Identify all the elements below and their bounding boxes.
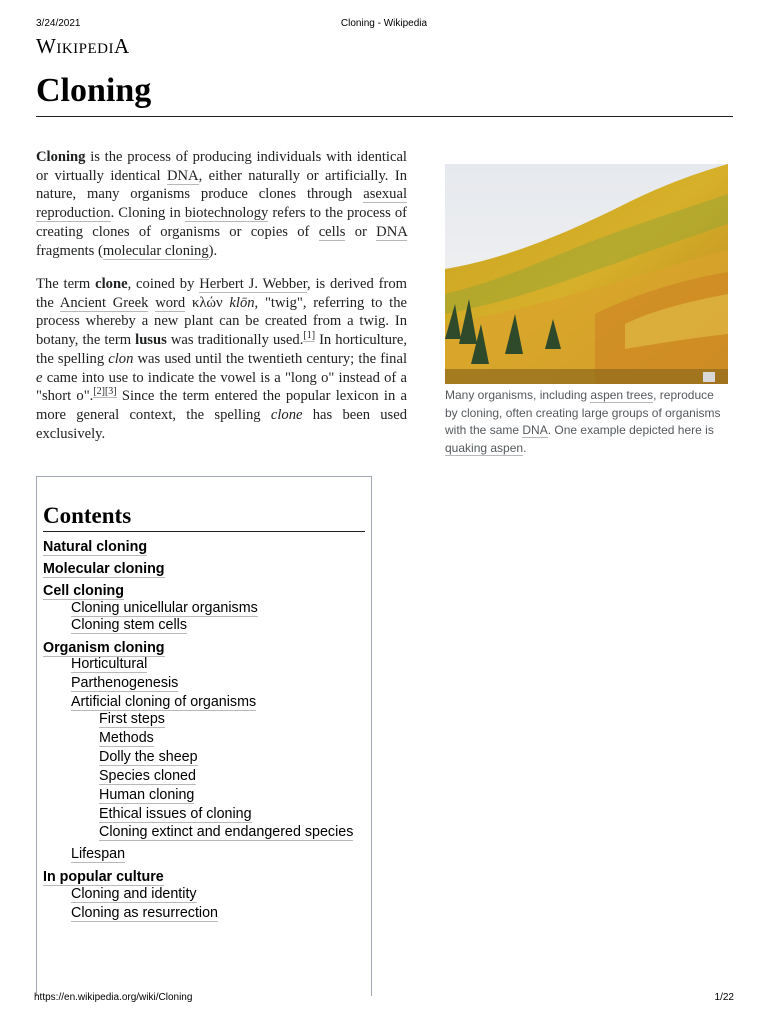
toc-label: Human cloning <box>99 787 195 803</box>
toc-item-parthenogenesis[interactable] <box>43 675 365 691</box>
toc-label: Species cloned <box>99 768 196 784</box>
text: came into use to indicate the vowel is a "long o" instead of a "short o". <box>36 369 407 405</box>
wikipedia-wordmark[interactable]: WIKIPEDIA <box>36 34 130 58</box>
toc-item-horticultural[interactable] <box>43 656 365 672</box>
text: refers to the process of creating clones of organisms or copies of <box>36 205 407 240</box>
toc-label: Horticultural <box>71 656 148 672</box>
italic-klon: klōn <box>229 294 255 311</box>
text: was used until the twentieth century; the final <box>133 350 407 367</box>
link-herbert-webber[interactable]: Herbert J. Webber <box>199 276 307 292</box>
text: ). <box>208 242 218 259</box>
bold-term-cloning: Cloning <box>36 149 86 165</box>
print-page-title: Cloning - Wikipedia <box>340 18 428 29</box>
toc-item-artificial-cloning[interactable] <box>43 694 365 710</box>
toc-item-cloning-as-resurrection[interactable] <box>43 905 365 921</box>
toc-item-dolly-the-sheep[interactable] <box>43 749 365 765</box>
toc-item-cloning-and-identity[interactable] <box>43 886 365 902</box>
text: . <box>523 440 527 455</box>
text: . One example depicted here is <box>547 423 714 437</box>
toc-label: Natural cloning <box>43 539 148 555</box>
toc-item-cell-cloning[interactable] <box>43 583 365 599</box>
link-word[interactable]: word <box>155 294 186 311</box>
toc-label: Cloning stem cells <box>71 617 188 633</box>
figure-caption <box>445 387 728 457</box>
text: was traditionally used. <box>166 332 304 349</box>
reference-1[interactable]: [1] <box>303 330 316 342</box>
aspen-figure <box>445 164 728 457</box>
text: , is derived from the <box>36 276 408 311</box>
toc-item-ethical-issues[interactable] <box>43 806 365 822</box>
toc-label: Artificial cloning of organisms <box>71 694 257 710</box>
toc-label: Parthenogenesis <box>71 675 179 691</box>
toc-item-first-steps[interactable] <box>43 711 365 727</box>
toc-label: Cell cloning <box>43 583 125 599</box>
text: , coined by <box>127 276 200 292</box>
text: Since the term entered the popular lexicon in a more general context, the spelling <box>36 388 407 423</box>
text: Many organisms, including <box>445 388 591 402</box>
toc-item-cloning-stem-cells[interactable] <box>43 617 365 633</box>
italic-clon: clon <box>108 350 134 367</box>
toc-title: Contents <box>43 503 365 532</box>
text: , "twig", referring to the process whereby a new plant can be created from a twig. In botany, the term <box>36 294 408 349</box>
link-dna-caption[interactable]: DNA <box>522 423 548 437</box>
text: . Cloning in <box>110 205 185 222</box>
link-cells[interactable]: cells <box>318 223 346 240</box>
toc-item-cloning-unicellular[interactable] <box>43 600 365 616</box>
text <box>185 295 192 311</box>
toc-item-species-cloned[interactable] <box>43 768 365 784</box>
toc-item-in-popular-culture[interactable] <box>43 869 365 885</box>
toc-label: Methods <box>99 730 154 746</box>
toc-label: Organism cloning <box>43 640 165 656</box>
link-dna-2[interactable]: DNA <box>376 223 407 240</box>
toc-label: First steps <box>99 711 165 727</box>
toc-label: Cloning as resurrection <box>71 905 219 921</box>
toc-item-lifespan[interactable] <box>43 846 365 862</box>
toc-label: Cloning unicellular organisms <box>71 600 258 616</box>
table-of-contents <box>36 476 372 996</box>
text: fragments ( <box>36 242 103 259</box>
toc-label: Dolly the sheep <box>99 749 198 765</box>
reference-3[interactable]: [3] <box>104 386 117 398</box>
toc-item-molecular-cloning[interactable] <box>43 561 365 577</box>
toc-label: Ethical issues of cloning <box>99 806 252 822</box>
toc-label: Cloning and identity <box>71 886 197 902</box>
link-biotechnology[interactable]: biotechnology <box>184 205 269 222</box>
print-date: 3/24/2021 <box>36 18 81 29</box>
link-aspen-trees[interactable]: aspen trees <box>590 388 654 402</box>
text: In horticulture, the spelling <box>36 332 408 367</box>
reference-2[interactable]: [2] <box>93 386 105 398</box>
italic-clone: clone <box>270 406 303 423</box>
text: or <box>345 223 377 240</box>
link-ancient-greek[interactable]: Ancient Greek <box>59 294 149 311</box>
print-url: https://en.wikipedia.org/wiki/Cloning <box>34 992 193 1003</box>
bold-term-clone: clone <box>95 276 128 292</box>
page-title: Cloning <box>36 70 733 117</box>
link-asexual-reproduction[interactable]: asexual reproduction <box>36 186 407 222</box>
toc-label: Molecular cloning <box>43 561 165 577</box>
aspen-hillside-image[interactable] <box>445 164 728 384</box>
link-dna[interactable]: DNA <box>166 167 199 184</box>
toc-label: In popular culture <box>43 869 164 885</box>
toc-item-human-cloning[interactable] <box>43 787 365 803</box>
greek-term: κλών <box>191 294 223 311</box>
intro-paragraph <box>36 148 407 260</box>
bold-term-lusus: lusus <box>135 332 167 349</box>
toc-label: Lifespan <box>71 846 126 862</box>
toc-label: Cloning extinct and endangered species <box>99 824 354 840</box>
toc-item-natural-cloning[interactable] <box>43 539 365 555</box>
text: is the process of producing individuals with identical or virtually identical <box>36 149 407 184</box>
link-quaking-aspen[interactable]: quaking aspen <box>445 440 524 455</box>
toc-item-organism-cloning[interactable] <box>43 640 365 656</box>
italic-e: e <box>36 369 43 386</box>
link-molecular-cloning[interactable]: molecular cloning <box>102 242 209 259</box>
toc-item-cloning-extinct-species[interactable] <box>43 824 365 840</box>
toc-item-methods[interactable] <box>43 730 365 746</box>
text: , either naturally or artificially. In nature, many organisms produce clones through <box>36 167 407 203</box>
text: The term <box>36 276 96 292</box>
text: , reproduce by cloning, often creating large groups of organisms with the same <box>445 388 721 437</box>
text: has been used exclusively. <box>36 406 407 442</box>
print-page-number: 1/22 <box>714 992 734 1003</box>
etymology-paragraph <box>36 275 407 443</box>
